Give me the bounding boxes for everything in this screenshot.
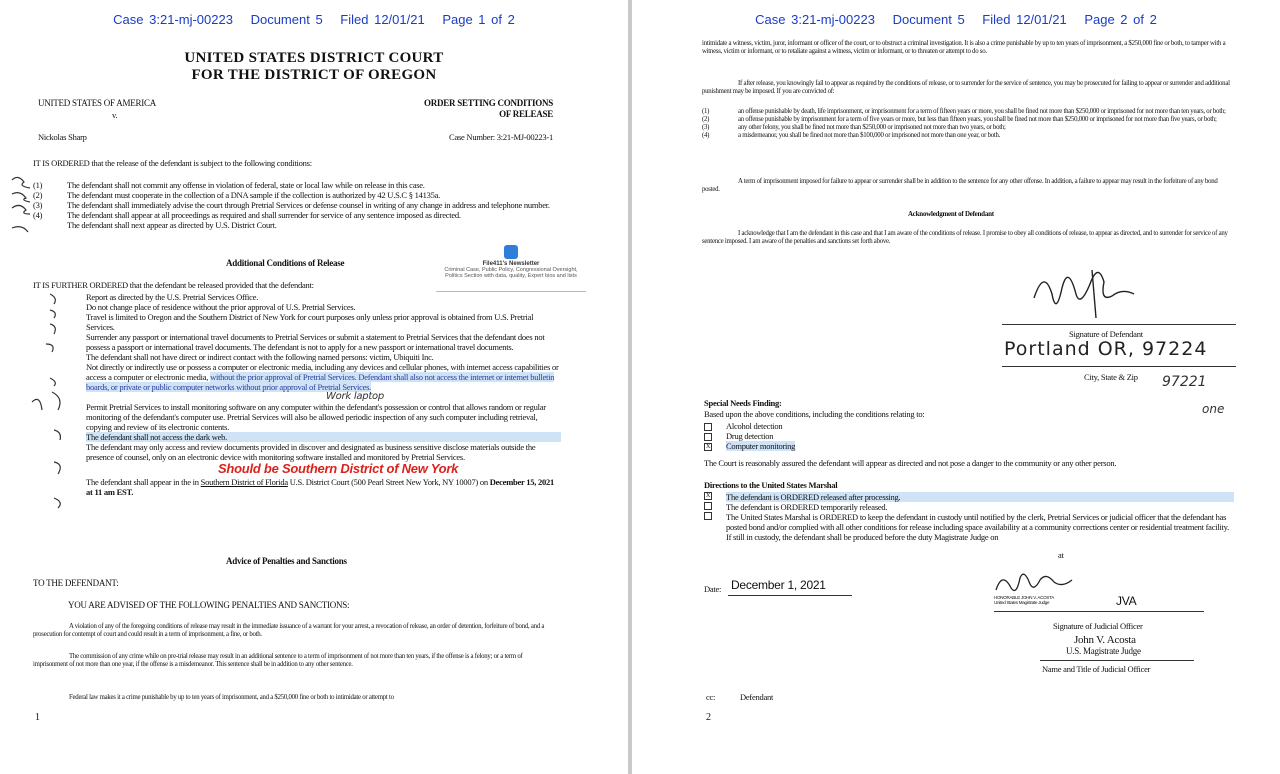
checkbox[interactable] [704, 502, 712, 510]
to-defendant: TO THE DEFENDANT: [33, 578, 119, 588]
computer-condition: Not directly or indirectly use or possess a computer or electronic media, including any devices and cellular phones, with internet access capabilities or access a computer or electronic media, without the prior approval of Pretrial Services. Defendant shall also not access the internet or internet bulletin boards, or private or public computer networks without prior approval of Pretrial Services. [86, 362, 559, 393]
cc-value: Defendant [740, 692, 774, 702]
offense-item: (1) an offense punishable by death, life imprisonment, or imprisonment for a term of fifteen years or more, you shall be fined not more than $250,000 or imprisoned for not more than ten years, or both; [702, 108, 1226, 115]
needs-item-drug: Drug detection [704, 431, 795, 441]
special-needs-list [704, 421, 795, 451]
acknowledgment-title: Acknowledgment of Defendant [908, 210, 994, 218]
judge-title: U.S. Magistrate Judge [1066, 646, 1141, 656]
judicial-signature-line [994, 611, 1204, 612]
additional-item: Surrender any passport or international travel documents to Pretrial Services or submit a statement to Pretrial Services that the defendant does not possess a passport or international travel documents. The defendant is not to apply for a new passport or international travel documents. [86, 332, 545, 353]
filed-date: Filed 12/01/21 [982, 12, 1067, 27]
versus: v. [112, 110, 118, 120]
newsletter-icon [504, 245, 518, 259]
condition-item: The defendant shall next appear as directed by U.S. District Court. [67, 220, 277, 231]
document-number: Document 5 [892, 12, 965, 27]
at-label: at [1058, 550, 1064, 560]
judge-name: John V. Acosta [1074, 634, 1136, 646]
court-assured-text: The Court is reasonably assured the defendant will appear as directed and not pose a danger to the community or any other person. [704, 458, 1117, 468]
page-number: 1 [35, 712, 40, 723]
intro-paragraph: intimidate a witness, victim, juror, informant or officer of the court, or to obstruct a criminal investigation. It is also a crime punishable by up to ten years of imprisonment, a $250,000 fine or both, to tamper with a witness, victim or informant, or to retaliate against a witness, victim or informant, or to threaten or attempt to do so. [702, 40, 1226, 56]
case-number-field: Case Number: 3:21-MJ-00223-1 [449, 132, 553, 142]
handwritten-city: Portland OR, 97224 [1004, 338, 1208, 360]
offense-item: (2) an offense punishable by imprisonment for a term of five years or more, but less than fifteen years, you shall be fined not more than $250,000 or imprisoned for not more than five years, or both; [702, 116, 1217, 124]
name-title-line [1040, 660, 1194, 661]
handwritten-note-work-laptop: Work laptop [326, 391, 384, 403]
directions-list [704, 492, 1234, 542]
court-title: UNITED STATES DISTRICT COURT FOR THE DISTRICT OF OREGON [184, 50, 444, 83]
advice-title: Advice of Penalties and Sanctions [226, 556, 347, 566]
signature-label: Signature of Defendant [1069, 329, 1143, 339]
further-ordered-text: IT IS FURTHER ORDERED that the defendant be released provided that the defendant: [33, 280, 314, 290]
judge-stamp: HONORABLE JOHN V. ACOSTA United States Magistrate Judge [994, 595, 1055, 605]
condition-item: (4) The defendant shall appear at all proceedings as required and shall surrender for service of any sentence imposed as directed. [33, 210, 461, 221]
penalty-paragraph: Federal law makes it a crime punishable by up to ten years of imprisonment, and a $250,000 fine or both to intimidate or attempt to [69, 694, 394, 701]
additional-item: Report as directed by the U.S. Pretrial Services Office. [86, 292, 259, 302]
needs-item-alcohol: Alcohol detection [704, 421, 795, 431]
filed-date: Filed 12/01/21 [340, 12, 425, 27]
date-label: Date: [704, 584, 722, 594]
handwritten-zip-note: one [1202, 402, 1225, 416]
defendant-signature [1028, 262, 1148, 326]
checkbox-checked[interactable]: X [705, 444, 711, 451]
case-number: Case 3:21-mj-00223 [755, 12, 875, 27]
offense-item: (3) any other felony, you shall be fined not more than $250,000 or imprisoned not more than two years, or both; [702, 124, 1006, 132]
handwritten-checkmarks [30, 290, 80, 530]
direction-item: The defendant is ORDERED temporarily released. [704, 502, 1234, 512]
dark-web-condition: The defendant shall not access the dark web. [86, 432, 561, 442]
additional-item: Travel is limited to Oregon and the Southern District of New York for court purposes only unless prior approval is obtained from U.S. Pretrial Services. [86, 312, 534, 333]
judge-initials: JVA [1116, 594, 1137, 608]
needs-item-computer: X Computer monitoring [705, 441, 796, 452]
order-title: ORDER SETTING CONDITIONS OF RELEASE [423, 98, 553, 119]
additional-conditions-list [86, 292, 561, 497]
handwritten-checkmarks [8, 172, 36, 242]
offenses-list [702, 108, 1232, 140]
page-number: 2 [706, 712, 711, 723]
checkbox[interactable] [704, 433, 712, 441]
direction-item: X The defendant is ORDERED released after processing. [704, 492, 1234, 502]
plaintiff: UNITED STATES OF AMERICA [38, 98, 157, 108]
appearance-condition: The defendant shall appear in the in Southern District of Florida U.S. District Court (500 Pearl Street New York, NY 10007) on December 15, 2021 at 11 am EST. [86, 477, 555, 498]
additional-conditions-title: Additional Conditions of Release [226, 258, 345, 268]
defendant-name: Nickolas Sharp [38, 132, 87, 142]
page-2 [632, 0, 1280, 774]
monitoring-condition: Permit Pretrial Services to install monitoring software on any computer within the defendant's possession or control that allows random or regular monitoring of the defendant's computer use. Pretrial Services will also be allowed periodic inspection of any such computer including retrieval, copying and review of its electronic contents. [86, 402, 546, 433]
checkbox[interactable] [704, 423, 712, 431]
failure-paragraph: If after release, you knowingly fail to appear as required by the conditions of release, or to surrender for the service of sentence, you may be prosecuted for failing to appear or surrender and additional punishment may be imposed. If you are convicted of: [702, 80, 1230, 96]
advised-text: YOU ARE ADVISED OF THE FOLLOWING PENALTIES AND SANCTIONS: [68, 600, 350, 610]
city-line [1002, 366, 1236, 367]
penalty-paragraph: A violation of any of the foregoing conditions of release may result in the immediate issuance of a warrant for your arrest, a revocation of release, an order of detention, forfeiture of bond, and a prosecution for contempt of court and could result in a term of imprisonment, a fine, or both. [33, 623, 545, 639]
order-date: December 1, 2021 [731, 578, 826, 592]
date-line [728, 595, 852, 596]
page-header [632, 12, 1280, 27]
document-number: Document 5 [250, 12, 323, 27]
judicial-officer-label: Signature of Judicial Officer [1053, 621, 1143, 631]
consecutive-paragraph: A term of imprisonment imposed for failure to appear or surrender shall be in addition to the sentence for any other offense. In addition, a failure to appear may result in the forfeiture of any bond posted. [702, 178, 1218, 194]
checkbox[interactable] [704, 512, 712, 520]
name-title-label: Name and Title of Judicial Officer [1042, 664, 1151, 674]
page-indicator: Page 1 of 2 [442, 12, 515, 27]
additional-item: The defendant shall not have direct or indirect contact with the following named persons: victim, Ubiquiti Inc. [86, 352, 434, 363]
condition-item: (2) The defendant must cooperate in the collection of a DNA sample if the collection is authorized by 42 U.S.C § 14135a. [33, 190, 440, 201]
discovery-condition: The defendant may only access and review documents provided in discover and designated as business sensitive disclose materials outside the presence of counsel, only on an electronic device with monitoring software installed and monitored by Pretrial Services. [86, 442, 536, 463]
handwritten-zip: 97221 [1162, 374, 1207, 390]
additional-item: Do not change place of residence without the prior approval of U.S. Pretrial Services. [86, 302, 356, 313]
newsletter-badge[interactable]: File411's Newsletter Criminal Case, Public Policy, Congressional Oversight, Politics Section with data, quality, Expert bios and lists [436, 245, 586, 292]
conditions-list [33, 180, 553, 230]
special-needs-title: Special Needs Finding: [704, 398, 782, 408]
ordered-text: IT IS ORDERED that the release of the defendant is subject to the following conditions: [33, 158, 312, 168]
special-needs-intro: Based upon the above conditions, including the conditions relating to: [704, 409, 925, 419]
condition-item: (1) The defendant shall not commit any offense in violation of federal, state or local law while on release in this case. [33, 180, 425, 190]
page-indicator: Page 2 of 2 [1084, 12, 1157, 27]
cc-label: cc: [706, 692, 716, 702]
directions-title: Directions to the United States Marshal [704, 480, 838, 490]
case-number: Case 3:21-mj-00223 [113, 12, 233, 27]
checkbox-checked[interactable]: X [705, 493, 711, 499]
city-label: City, State & Zip [1084, 372, 1138, 382]
page-header [0, 12, 628, 27]
page-1 [0, 0, 628, 774]
condition-item: (3) The defendant shall immediately advise the court through Pretrial Services or defense counsel in writing of any change in address and telephone number. [33, 200, 550, 211]
red-correction-note: Should be Southern District of New York [218, 461, 459, 477]
acknowledgment-paragraph: I acknowledge that I am the defendant in this case and that I am aware of the conditions of release. I promise to obey all conditions of release, to appear as directed, and to surrender for service of any sentence imposed. I am aware of the penalties and sanctions set forth above. [702, 230, 1228, 246]
signature-line [1002, 324, 1236, 325]
penalty-paragraph: The commission of any crime while on pre-trial release may result in an additional sentence to a term of imprisonment of not more than ten years, if the offense is a felony; or a term of imprisonment of not more than one year, if the offense is a misdemeanor. This sentence shall be in addition to any other sentence. [33, 653, 523, 669]
offense-item: (4) a misdemeanor, you shall be fined not more than $100,000 or imprisoned not more than one year, or both. [702, 132, 1001, 140]
direction-item: The United States Marshal is ORDERED to keep the defendant in custody until notified by the clerk, Pretrial Services or judicial officer that the defendant has posted bond and/or complied with all other conditions for release including space availability at a community corrections center or residential treatment facility. If still in custody, the defendant shall be produced before the duty Magistrate Judge on [704, 512, 1234, 542]
